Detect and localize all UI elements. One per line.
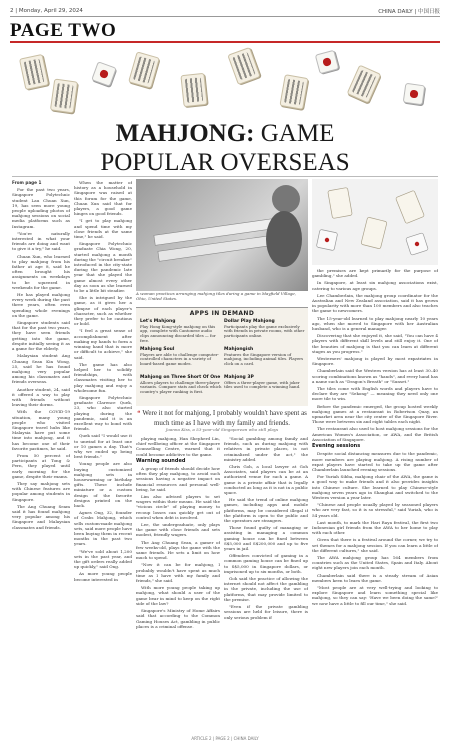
article-paragraph: Goh said the practice of allowing the internet should not affect the gambling in the private, including the use of platforms, that may provide limited to the premise.	[224, 576, 308, 602]
article-paragraph: "I get to play mahjong and spend time with my close friends at the same time," he said.	[74, 218, 132, 240]
app-name: Mahjongish	[224, 347, 254, 352]
pull-quote-attribution: Joanna Kiss, a 53-year-old Singaporean who still plays	[165, 427, 279, 432]
quote-mark-icon: ❝	[137, 411, 141, 417]
app-item	[140, 320, 222, 344]
article-paragraph: Last month, to mark the Hari Raya festival, the first two Indonesian girl friends from the AWA to her home to play with each other.	[312, 519, 438, 536]
article-paragraph: Before the pandemic emerged, the group hosted weekly mahjong games at a restaurant in Robertson Quay, an upmarket area near the city center of the Singapore River. Those were between six and eight tables each night.	[312, 403, 438, 425]
article-paragraph: Agnes Ong, 32, founder of Crabs Mahjong, which sells custom-made mahjong sets, said more people have been buying them in recent months in the past two years.	[74, 510, 132, 547]
app-item	[224, 320, 306, 339]
article-paragraph: She is intrigued by the game, as it gives her a glimpse of each player's character, such as whether they prefer to be cautious or bold.	[74, 295, 132, 327]
article-paragraph: In Singapore, at least six mahjong associations exist, catering to various age groups.	[312, 280, 438, 291]
article-paragraph: The game has also helped her to solidify friendships, with classmates visiting her to play mahjong and enjoy a wholesome fun.	[74, 361, 132, 393]
page-footer: ARTICLE 2 | PAGE 2 | CHINA DAILY	[191, 736, 259, 741]
article-column-3	[136, 436, 220, 732]
app-item	[224, 376, 306, 390]
article-paragraph: Westerners' mahjong is played by most expatriates in Singapore.	[312, 356, 438, 367]
issue-date: 2 | Monday, April 29, 2024	[10, 8, 83, 14]
article-paragraph: Offenders convicted of gaming in a common gaming house can be fined up to S$5,000 in Singapore dollars, or imprisoned up to six months, or both.	[224, 553, 308, 574]
app-name: Mahjong 3P	[224, 375, 254, 380]
article-paragraph: The Ang Chuang Seam said it has found mahjong very popular among his Singapore and Malaysian classmates and friends.	[12, 503, 70, 530]
article-paragraph: Young people are also buying customized mahjong sets in housewarming or birthday gifts. These include miniature or a custom design of the favorite designs printed on the back.	[74, 461, 132, 508]
article-paragraph: Those found guilty of managing or assisting in managing a common gaming house can be fined between S$5,000 and S$200,000 and up to five years in jail.	[224, 525, 308, 552]
apps-in-demand-box	[136, 307, 308, 406]
article-paragraph: With more young people taking up mahjong, what should a user of the game bear in mind to keep on the right side of the law?	[136, 585, 220, 606]
article-paragraph: The restaurant also used to host mahjong sessions for the American Women's Association, or AWA, and the British Association of Singapore.	[312, 426, 438, 442]
headline-line-2: POPULAR OVERSEAS	[100, 149, 350, 176]
app-description: Allows players to challenge three-player variants. Compare stats and check which country's player ranking is first.	[140, 379, 222, 395]
article-column-1	[12, 180, 70, 732]
article-paragraph: Lim also advised players to set wagers within their means. He said the "vicious circle" of playing money to recoup losses can quickly get out of control when debt is involved.	[136, 494, 220, 520]
article-paragraph: Discovering that she enjoyed it, she said, "You can have 4 players with different skill levels and still enjoy it. One of the beauties of mahjong is that you can learn at different stages as you progress."	[312, 333, 438, 354]
pull-quote	[136, 409, 308, 427]
page-label: PAGE TWO	[10, 20, 117, 41]
article-paragraph: A group of friends should decide how often they play mahjong, to avoid such sessions having a negative impact on financial resources and personal well-being, he said.	[136, 466, 220, 492]
app-description: Participants play the game exclusively with friends in private rooms, with other participants online.	[224, 323, 305, 339]
article-paragraph: For the past two years, Singapore Polytechnic student Lau Chuan Xun, 19, has seen more young people uploading photos of mahjong sessions on social media platforms such as Instagram.	[12, 187, 70, 229]
article-paragraph: Given that there is a festival around the corner, we try to set themes for a mahjong session. If you can learn a little of the different cultures," she said.	[312, 537, 438, 553]
article-paragraph: The AWA mahjong group has 164 members from countries such as the United States, Spain and Italy. About eight new players join each month.	[312, 554, 438, 571]
app-name: Mahjong on Three Short Of One	[140, 375, 221, 380]
article-paragraph: "I feel a great sense of accomplishment after making my hands to form a winning hand that is more or difficult to achieve," she said.	[74, 328, 132, 360]
article-paragraph: Malaysian student Ang Chuang Sean Kin Wong, 25, said he has found mahjong very popular among his classmates and friends overseas.	[12, 353, 70, 385]
app-description: Offers a three-player game, with joker tiles used to complete a winning hand.	[224, 379, 301, 390]
article-paragraph: Singapore students said that for the past two years, they have seen friends getting into the game, despite initially seeing it as a game for the elderly.	[12, 320, 70, 352]
apps-box-title: APPS IN DEMAND	[189, 310, 255, 317]
article-paragraph: "Now it can be for mahjong, I probably wouldn't have spent as much time as I have with my family and friends," she said.	[136, 562, 220, 584]
photo-woman-playing-mahjong	[136, 179, 308, 291]
app-item	[224, 348, 306, 367]
article-paragraph: They say mahjong sets with Chinese features are popular among students in Singapore.	[12, 480, 70, 502]
headline-bold: MAHJONG:	[115, 120, 255, 147]
photo-mahjong-tiles-dice	[312, 179, 438, 265]
headline-line-1	[0, 120, 450, 148]
article-paragraph: The Ang Chuang Sean, a gamer of few weeks-old, plays the game with the same friends. He sets a limit on how much to spend.	[136, 539, 220, 561]
article-paragraph: Lee, the undergraduate, only plays the game with close friends and sets modest, friendly wagers.	[136, 522, 220, 538]
article-paragraph: the premises are kept primarily for the purpose of gambling," she added.	[312, 268, 438, 279]
article-paragraph: "Chinese and people usually played by seasoned players who are very fast, so it is so stressful," said Yuriah, who is 54 years old.	[312, 502, 438, 518]
article-paragraph: Singapore Polytechnic graduate Chia Wong, 20, started mahjong a month during the "circuit breaker" introduced in the city-state during the pandemic late year that she played the game almost every other day as soon as she learned to be a little bit steadier.	[74, 241, 132, 294]
headline-rule	[12, 176, 438, 177]
article-paragraph: When the matter of history as a household in Singapore was raised at this forum for the game, Chuan Xun said that for players, a good game hinges on good friends.	[74, 180, 132, 217]
article-paragraph: Despite social distancing measures due to the pandemic, more members are playing mahjong. A rising number of expat players have started to take up the game after Chamberlain launched evening sessions.	[312, 451, 438, 472]
article-paragraph: playing mahjong, Han Shepherd Lin, chief wellbeing officer at the Singapore Counselling Centre, warned that it could become addictive to the game.	[136, 436, 220, 457]
article-paragraph: As more young people become interested in	[74, 571, 132, 582]
article-paragraph: For Yuriah Sibba, mahjong chair of the AWA, the game is a good way to make friends and it also provides insights into Chinese culture. She learned to play Chinese-style mahjong seven years ago in Shanghai and switched to the Western version a year later.	[312, 474, 438, 500]
app-description: Players are able to challenge computer-controlled characters in a variety of board-based game modes.	[140, 351, 219, 367]
app-name: Let's Mahjong	[140, 319, 176, 324]
byline: From page 1	[12, 180, 42, 185]
header-rule	[10, 41, 440, 43]
pull-quote-text: Were it not for mahjong, I probably wouldn't have spent as much time as I have with my family and friends.	[142, 409, 307, 427]
article-paragraph: With the COVID-19 situation, many young people who visited Singapore travel hubs like Malaysia have put some time into mahjong, and it has become one of their favorite pastimes, he said.	[12, 409, 70, 451]
article-paragraph: Lee Chamberlain, the mahjong group coordinator for the Australian and New Zealand association, said it has grown in popularity with more than 100 members and also teaches the game to newcomers.	[312, 292, 438, 314]
article-paragraph: Chuan Xun, who learned to play mahjong from his father at age 8, said he often brought his assignments on weekdays to be squeezed in weekends for the game.	[12, 253, 70, 290]
hero-photo-mahjong-tiles	[12, 46, 438, 126]
app-description: Play Hong Kong-style mahjong on this app, complete with Cantonese audio clips announcing discarded tiles — for free.	[140, 323, 216, 343]
app-name: Dollar Play Mahjong	[224, 319, 275, 324]
article-paragraph: The tiles come with English words and players have to declare they are "Sekong" — meaning they need only one more tile to win.	[312, 386, 438, 402]
article-paragraph: The 15-year-old learned to play mahjong nearly 10 years ago, when she moved to Singapore with her Australian husband, who is a general manager.	[312, 315, 438, 332]
app-item	[140, 376, 222, 395]
article-paragraph: "Even if the private gambling sessions are held for leisure, there is only serious problem if	[224, 604, 308, 620]
photo-caption: A woman practices arranging mahjong tiles during a game in Mayfield Village, Ohio, United States.	[136, 291, 297, 301]
page-header-bar	[10, 6, 440, 17]
article-paragraph: Chris Goh, a local lawyer at Goh Associates, said players can be at an authorized venue for such a game. A game is a private affair that is legally conducted as long as it is not in a public space.	[224, 464, 308, 496]
article-paragraph: "Most people are at very well-trying and looking to explore Singapore and learn something special like mahjong, so they can say: 'Have we been doing the same?' we now have a little to fill our time," she said.	[312, 584, 438, 606]
article-column-2	[74, 180, 132, 732]
paper-name: CHINA DAILY | 中国日报	[378, 9, 440, 15]
article-paragraph: "You're naturally interested in what your friends are doing and want to give it a try," he said.	[12, 230, 70, 252]
article-subheading: Warning sounded	[136, 457, 186, 464]
article-paragraph: Chamberlain said the Western version has at least 30–40 scoring combinations known as "hands", and every hand has a name such as "Dragon's Breath" or "Sunset."	[312, 368, 438, 384]
article-paragraph: He has played mahjong every week during the past three years, often even spending whole evenings on the game.	[12, 292, 70, 318]
app-item	[140, 348, 222, 367]
article-paragraph: Singapore's Ministry of Home Affairs said that according to the Common Gaming Houses Act, gambling in public places is a criminal offense.	[136, 608, 220, 629]
article-paragraph: "Social gambling among family and friends, such as during mahjong with relatives in private places, is not criminalized under the act," the ministry added.	[224, 436, 308, 462]
app-description: Features the Singapore version of mahjong, including animal tiles. Players click on a card.	[224, 351, 304, 367]
article-column-5	[312, 268, 438, 732]
article-paragraph: He said the trend of online mahjong games, including apps and mobile platforms, may be considered illegal if the platform is open to the public and the operators are strangers.	[224, 497, 308, 524]
article-paragraph: Another student, 24, said it offered a way to play with friends without leaving their dorms.	[12, 386, 70, 408]
article-paragraph: Chamberlain said there is a steady stream of Asian members keen to learn the game.	[312, 572, 438, 583]
article-paragraph: From 50 percent of participants at Tong & Fern, they played until early morning for the game, despite their exams.	[12, 452, 70, 479]
article-paragraph: Singapore Polytechnic graduate Clarence Quek, 23, who also started playing during the pandemic, said it is an excellent way to bond with friends.	[74, 394, 132, 432]
article-column-4	[224, 436, 308, 732]
article-subheading: Evening sessions	[312, 443, 361, 450]
app-name: Mahjong Soul	[140, 347, 175, 352]
article-paragraph: Quek said "I would use it to unwind for at least one or 10 games a day. That's why we ended up being best friends."	[74, 433, 132, 460]
headline-rest: GAME	[254, 120, 335, 147]
article-paragraph: "We've sold about 1,200 sets in the past year, and the gift orders really added up quickly," said Ong.	[74, 548, 132, 570]
